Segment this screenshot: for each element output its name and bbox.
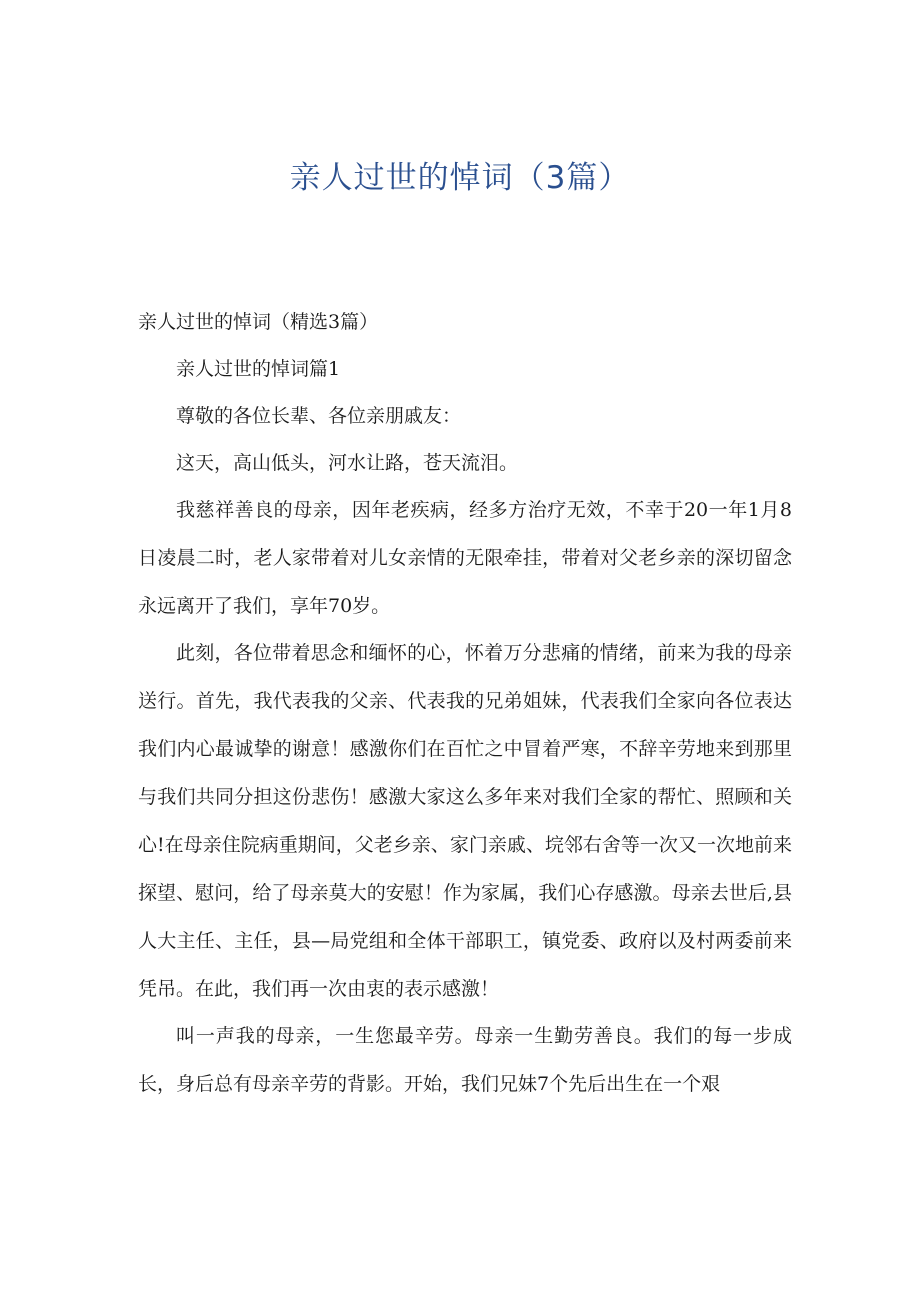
paragraph-opening: 这天，高山低头，河水让路，苍天流泪。 [176, 452, 519, 474]
paragraph-salutation: 尊敬的各位长辈、各位亲朋戚友： [176, 405, 462, 427]
document-subtitle: 亲人过世的悼词（精选3篇） [138, 311, 379, 333]
section-heading: 亲人过世的悼词篇1 [176, 358, 341, 380]
paragraph-memory: 叫一声我的母亲，一生您最辛劳。母亲一生勤劳善良。我们的每一步成长，身后总有母亲辛劳的背影。开始，我们兄妹7个先后出生在一个艰 [138, 1025, 792, 1095]
paragraph-thanks: 此刻，各位带着思念和缅怀的心，怀着万分悲痛的情绪，前来为我的母亲送行。首先，我代表我的父亲、代表我的兄弟姐妹，代表我们全家向各位表达我们内心最诚挚的谢意！感激你们在百忙之中冒着严寒，不辞辛劳地来到那里与我们共同分担这份悲伤！感激大家这么多年来对我们全家的帮忙、照顾和关心!在母亲住院病重期间，父老乡亲、家门亲戚、垸邻右舍等一次又一次地前来探望、慰问，给了母亲莫大的安慰！作为家属，我们心存感激。母亲去世后,县人大主任、主任，县—局党组和全体干部职工，镇党委、政府以及村两委前来凭吊。在此，我们再一次由衷的表示感激！ [138, 642, 792, 1000]
document-body [138, 298, 792, 1107]
paragraph-passing: 我慈祥善良的母亲，因年老疾病，经多方治疗无效，不幸于20一年1月8日凌晨二时，老人家带着对儿女亲情的无限牵挂，带着对父老乡亲的深切留念永远离开了我们，享年70岁。 [138, 499, 792, 617]
document-title: 亲人过世的悼词（3篇） [289, 160, 631, 196]
